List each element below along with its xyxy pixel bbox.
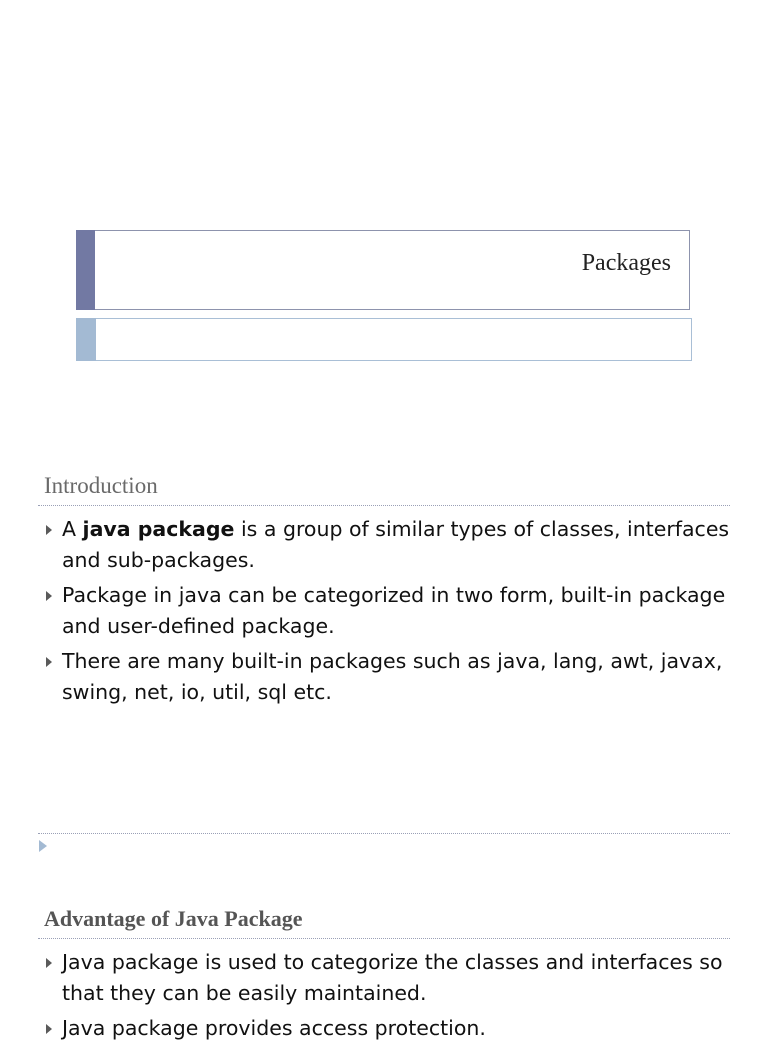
bullet-text: There are many built-in packages such as java, lang, awt, javax, swing, net, io, util, sql etc.	[62, 649, 723, 704]
triangle-bullet-icon	[39, 840, 47, 852]
list-item	[44, 1013, 734, 1044]
title-accent-bar	[76, 230, 95, 310]
list-item	[44, 947, 734, 1009]
triangle-bullet-icon	[46, 1024, 52, 1034]
intro-bullet-list	[44, 514, 734, 712]
bullet-suffix: is a group of similar types of classes, interfaces and sub-packages.	[62, 517, 730, 572]
triangle-bullet-icon	[46, 525, 52, 535]
intro-divider	[38, 505, 730, 506]
empty-slide-divider	[38, 833, 730, 834]
bullet-bold-term: java package	[82, 517, 235, 541]
intro-heading: Introduction	[44, 473, 158, 498]
list-item	[44, 646, 734, 708]
advantage-divider	[38, 938, 730, 939]
triangle-bullet-icon	[46, 591, 52, 601]
title-slide-box	[76, 230, 690, 310]
triangle-bullet-icon	[46, 657, 52, 667]
bullet-prefix: A	[62, 517, 83, 541]
advantage-heading: Advantage of Java Package	[44, 906, 303, 931]
slide-title: Packages	[581, 250, 671, 276]
subtitle-box	[76, 318, 692, 361]
list-item	[44, 514, 734, 576]
advantage-bullet-list	[44, 947, 734, 1048]
bullet-text: Java package is used to categorize the classes and interfaces so that they can be easily maintained.	[62, 950, 723, 1005]
triangle-bullet-icon	[46, 958, 52, 968]
subtitle-accent-bar	[76, 318, 96, 361]
bullet-text: Package in java can be categorized in two form, built-in package and user-defined package.	[62, 583, 726, 638]
list-item	[44, 580, 734, 642]
bullet-text: Java package provides access protection.	[62, 1016, 486, 1040]
